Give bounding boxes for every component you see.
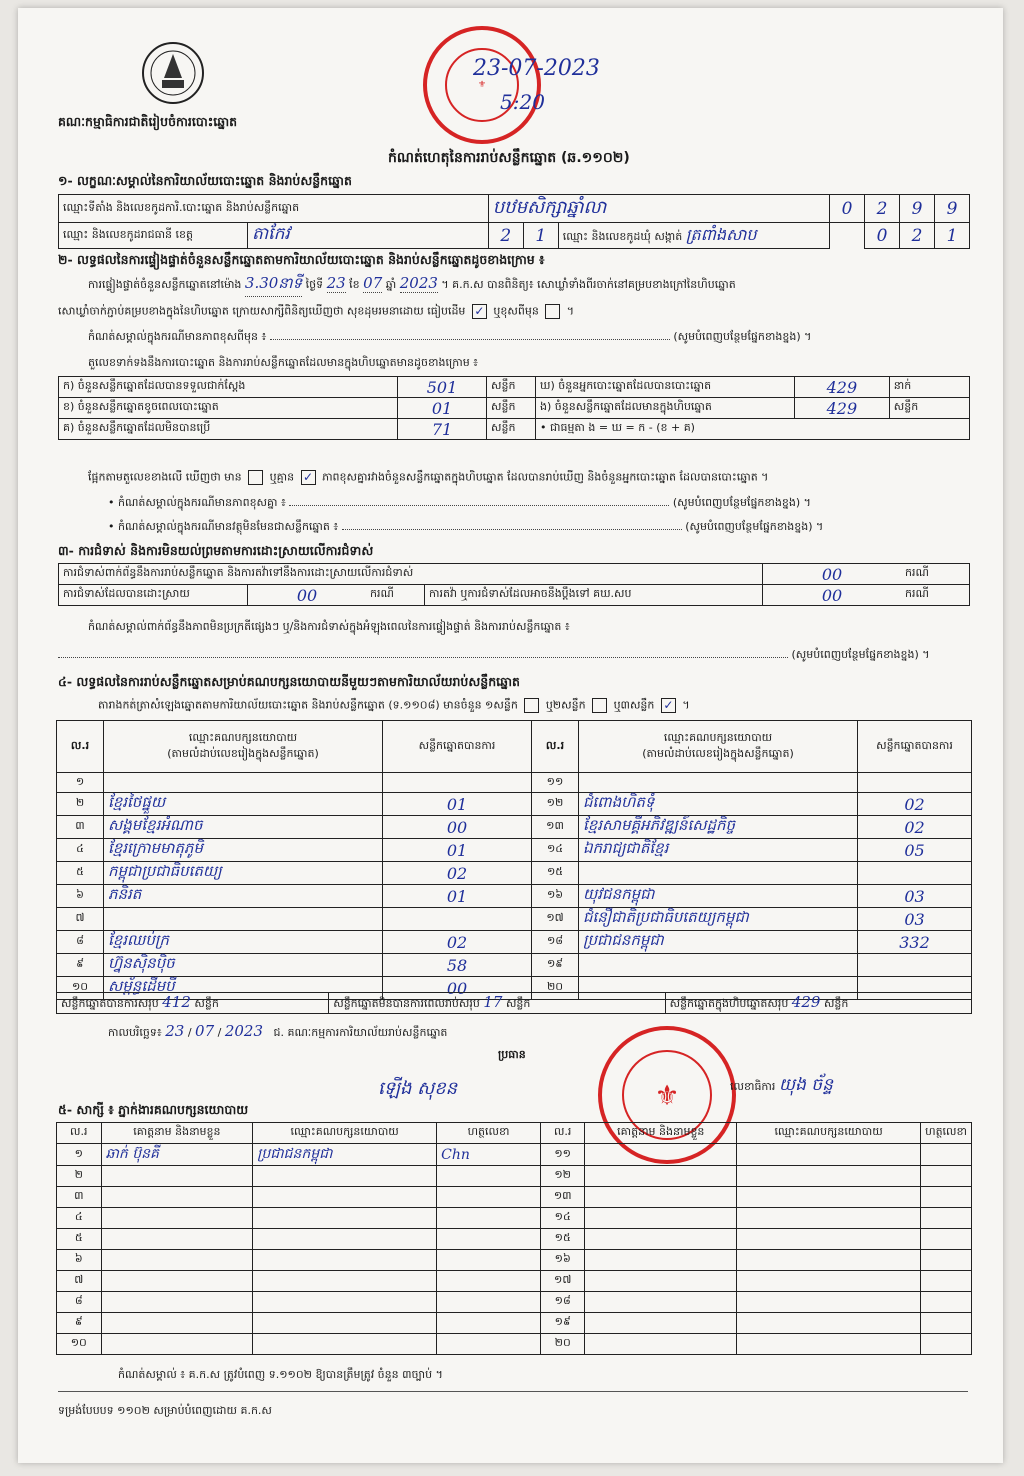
section4-title: ៤- លទ្ធផលនៃការរាប់សន្លឹកឆ្នោតសម្រាប់គណបក្សនយោបាយនីមួយៗតាមការិយាល័យរាប់សន្លឹកឆ្នោត [58, 674, 520, 689]
witness-party [737, 1271, 921, 1292]
party-name: ហ្វ៊ុនស៊ិនប៉ិច [104, 954, 383, 977]
witness-name [101, 1313, 253, 1334]
code-digit: 9 [935, 195, 970, 223]
total-valid-value: 412 [162, 993, 191, 1011]
witness-party [737, 1144, 921, 1166]
counts-intro: តួលេខទាក់ទងនឹងការបោះឆ្នោត និងការរាប់សន្លឹកឆ្នោតដែលមានក្នុងហិបឆ្នោតមានដូចខាងក្រោម ៖ [88, 356, 479, 369]
witness-name [101, 1187, 253, 1208]
spoiled-ballots: 01 [398, 398, 487, 419]
witness-signature [921, 1250, 972, 1271]
witness-signature [921, 1334, 972, 1355]
witness-name [101, 1166, 253, 1187]
witness-row [57, 1292, 972, 1313]
witness-party [737, 1334, 921, 1355]
result-row [57, 931, 972, 954]
results-table: ល.រ ឈ្មោះគណបក្សនយោបាយ (តាមលំដាប់លេខរៀងក្នុងសន្លឹកឆ្នោត) សន្លឹកឆ្នោតបានការ ល.រ ឈ្មោះគណបក្សនយោបាយ (តាមលំដាប់លេខរៀងក្នុងសន្លឹកឆ្នោត) សន្លឹកឆ្នោតបានការ ១ ១១ ២ ខ្មែរថៃផ្នួយ 01 ១២ ជំពោងហិតទុំ 02 ៣ សង្គមខ្មែរអំណាច 00 ១៣ ខ្មែរសាមគ្គីអភិវឌ្ឍន៍សេដ្ឋកិច្ច 02 ៤ ខ្មែរក្រោមមាតុភូមិ 01 ១៤ ឯករាជ្យជាតិខ្មែរ 05 ៥ កម្ពុជាប្រជាធិបតេយ្យ 02 ១៥ ៦ ភនិរត 01 ១៦ យុវជនកម្ពុជា 03 ៧ ១៧ ជំនឿជាតិប្រជាធិបតេយ្យកម្ពុជា 03 ៨ ខ្មែរឈប់ក្រ 02 ១៨ ប្រជាជនកម្ពុជា 332 ៩ ហ្វ៊ុនស៊ិនប៉ិច 58 ១៩ ១០ សម្ព័ន្ធដើមបី 00 ២០ [56, 720, 972, 1000]
party-no: ៤ [57, 839, 104, 862]
verification-year: 2023 [399, 274, 438, 292]
result-row [57, 954, 972, 977]
witness-name [585, 1271, 737, 1292]
date-year: 2023 [224, 1022, 264, 1040]
party-no: ១០ [57, 977, 104, 1000]
footer-text: ទម្រង់បែបបទ ១១០២ សម្រាប់បំពេញដោយ គ.ក.ស [58, 1404, 272, 1417]
formula-note: • ជាធម្មតា ង = ឃ = ក - (ខ + គ) [536, 419, 970, 440]
witness-party [253, 1313, 437, 1334]
result-row [57, 885, 972, 908]
party-no: ២០ [532, 977, 579, 1000]
witness-name [101, 1271, 253, 1292]
party-name: ខ្មែរសាមគ្គីអភិវឌ្ឍន៍សេដ្ឋកិច្ច [579, 816, 858, 839]
seal-check-line: សោឃ្លាំចាក់ភ្ជាប់គម្របខាងក្នុងនៃហិបឆ្នោត ក្រោយសាក្សីពិនិត្យឃើញថា សុខដុមរមនាដោយ ធៀបដើម ✓ ឬខុសពីមុន ។ [58, 304, 575, 318]
party-name: យុវជនកម្ពុជា [579, 885, 858, 908]
verification-month: 07 [363, 274, 383, 292]
witness-signature [921, 1208, 972, 1229]
party-no: ១៦ [532, 885, 579, 908]
witness-signature [921, 1144, 972, 1166]
party-no: ៦ [57, 885, 104, 908]
province-code-digit: 2 [488, 223, 523, 249]
witness-name [101, 1250, 253, 1271]
no-difference-checkbox[interactable]: ✓ [301, 470, 316, 485]
witness-signature [437, 1292, 541, 1313]
witness-party [737, 1229, 921, 1250]
witness-signature [437, 1271, 541, 1292]
witness-signature [921, 1313, 972, 1334]
resolved-count: 00 [248, 585, 367, 606]
result-row [57, 839, 972, 862]
objections-table: ការជំទាស់ពាក់ព័ន្ធនឹងការរាប់សន្លឹកឆ្នោត និងការតវ៉ាទៅនឹងការដោះស្រាយលើការជំទាស់ 00 ករណី ការជំទាស់ដែលបានដោះស្រាយ 00 ករណី ការតវ៉ា ឬការជំទាស់ដែលអាចនឹងប្ដឹងទៅ គឃ.សប 00 ករណី [58, 563, 970, 606]
date-day: 23 [165, 1022, 185, 1040]
three-sheets-checkbox[interactable]: ✓ [661, 698, 676, 713]
witness-no: ១៤ [540, 1208, 585, 1229]
two-sheets-checkbox[interactable] [592, 698, 607, 713]
witness-signature [437, 1250, 541, 1271]
location-value: បឋមសិក្សាឆ្នាំលា [488, 195, 829, 223]
party-no: ៥ [57, 862, 104, 885]
sheets-line: តារាងកត់ត្រាសំឡេងឆ្នោតតាមការិយាល័យបោះឆ្នោត និងរាប់សន្លឹកឆ្នោត (ទ.១១០៨) មានចំនួន ១សន្លឹក ឬ២សន្លឹក ឬ៣សន្លឹក ✓ ។ [98, 698, 690, 712]
witness-name [585, 1187, 737, 1208]
committee-seal: ⚜ [598, 1026, 736, 1164]
witness-no: ៨ [57, 1292, 102, 1313]
witness-name [101, 1229, 253, 1250]
commune-label: ឈ្មោះ និងលេខកូដឃុំ សង្កាត់ ត្រពាំងសាប [558, 223, 829, 249]
has-difference-checkbox[interactable] [248, 470, 263, 485]
witness-name [585, 1166, 737, 1187]
party-name [579, 862, 858, 885]
location-label: ឈ្មោះទីតាំង និងលេខកូដការិ.បោះឆ្នោត និងរាប់សន្លឹកឆ្នោត [59, 195, 489, 223]
party-votes: 03 [858, 885, 972, 908]
witness-signature [437, 1187, 541, 1208]
witness-party [737, 1313, 921, 1334]
party-no: ៨ [57, 931, 104, 954]
party-votes [858, 954, 972, 977]
counts-row: ខ) ចំនួនសន្លឹកឆ្នោតខូចពេលបោះឆ្នោត 01 សន្លឹក ង) ចំនួនសន្លឹកឆ្នោតដែលមានក្នុងហិបឆ្នោត 429 សន្លឹក [59, 398, 970, 419]
irregularity-fill: (សូមបំពេញបន្ថែមផ្នែកខាងខ្នង) ។ [58, 648, 978, 664]
witness-no: ២០ [540, 1334, 585, 1355]
province-label: ឈ្មោះ និងលេខកូដរាជធានី ខេត្ត [59, 223, 248, 249]
party-no: ១១ [532, 773, 579, 793]
party-no: ៩ [57, 954, 104, 977]
party-votes [383, 773, 532, 793]
party-votes: 332 [858, 931, 972, 954]
witness-no: ១៣ [540, 1187, 585, 1208]
party-name: សម្ព័ន្ធដើមបី [104, 977, 383, 1000]
party-votes: 01 [383, 793, 532, 816]
form-page [18, 8, 1003, 1463]
witness-row [57, 1208, 972, 1229]
party-no: ១៩ [532, 954, 579, 977]
party-no: ២ [57, 793, 104, 816]
witness-signature [437, 1208, 541, 1229]
witness-name: ឆាក់ ប៊ុនគី [101, 1144, 253, 1166]
counts-table [58, 376, 970, 440]
party-name: ជំពោងហិតទុំ [579, 793, 858, 816]
code-digit: 2 [865, 195, 900, 223]
party-name: ឯករាជ្យជាតិខ្មែរ [579, 839, 858, 862]
party-name [104, 773, 383, 793]
witness-signature: Chn [437, 1144, 541, 1166]
code-digit: 0 [830, 195, 865, 223]
witness-no: ១០ [57, 1334, 102, 1355]
date-month: 07 [195, 1022, 215, 1040]
section5-title: ៥- សាក្សី ៖ ភ្នាក់ងារគណបក្សនយោបាយ [58, 1102, 249, 1117]
ballots-in-box: 429 [795, 398, 890, 419]
party-votes: 02 [383, 931, 532, 954]
party-name: ជំនឿជាតិប្រជាធិបតេយ្យកម្ពុជា [579, 908, 858, 931]
party-votes: 02 [858, 793, 972, 816]
party-votes: 02 [858, 816, 972, 839]
witness-name [101, 1292, 253, 1313]
commune-code-digit: 0 [865, 223, 900, 249]
party-no: ១២ [532, 793, 579, 816]
secretary-signature: យុង ច័ន្ទ [778, 1075, 833, 1095]
witness-signature [921, 1271, 972, 1292]
stamp-date: 23-07-2023 [473, 56, 600, 81]
bullet-difference: • កំណត់សម្គាល់ក្នុងករណីមានភាពខុសគ្នា ៖ (សូមបំពេញបន្ថែមផ្នែកខាងខ្នង) ។ [108, 496, 811, 509]
witness-row [57, 1187, 972, 1208]
party-votes [858, 862, 972, 885]
commune-code-digit: 2 [900, 223, 935, 249]
witness-party [253, 1292, 437, 1313]
party-votes: 00 [383, 977, 532, 1000]
result-row [57, 908, 972, 931]
party-name: ខ្មែរឈប់ក្រ [104, 931, 383, 954]
witness-no: ១២ [540, 1166, 585, 1187]
party-votes: 02 [383, 862, 532, 885]
party-no: ១៧ [532, 908, 579, 931]
witness-signature [921, 1292, 972, 1313]
witness-party [253, 1271, 437, 1292]
witness-signature [437, 1334, 541, 1355]
difference-check-line: ផ្អែកតាមតួលេខខាងលើ ឃើញថា មាន ឬគ្មាន ✓ ភាពខុសគ្នារវាងចំនួនសន្លឹកឆ្នោតក្នុងហិបឆ្នោត ដែលបានរាប់ឃើញ និងចំនួនអ្នកបោះឆ្នោត ដែលបានបោះឆ្នោត ។ [88, 470, 769, 484]
date-line: កាលបរិច្ឆេទ៖ 23 / 07 / 2023 ជ. គណៈកម្មការការិយាល័យរាប់សន្លឹកឆ្នោត [108, 1022, 448, 1040]
party-votes: 05 [858, 839, 972, 862]
witness-no: ៦ [57, 1250, 102, 1271]
party-name [579, 773, 858, 793]
party-name: ប្រជាជនកម្ពុជា [579, 931, 858, 954]
witness-party [253, 1250, 437, 1271]
party-name: ភនិរត [104, 885, 383, 908]
form-title: កំណត់ហេតុនៃការរាប់សន្លឹកឆ្នោត (ឆ.១១០២) [388, 150, 630, 166]
results-body [57, 773, 972, 1000]
top-official-seal: ⚜ [423, 26, 541, 144]
witness-no: ១១ [540, 1144, 585, 1166]
witness-party [253, 1187, 437, 1208]
party-no: ១៨ [532, 931, 579, 954]
bullet-foreign-objects: • កំណត់សម្គាល់ក្នុងករណីមានវត្ថុមិនមែនជាសន្លឹកឆ្នោត ៖ (សូមបំពេញបន្ថែមផ្នែកខាងខ្នង) ។ [108, 520, 824, 533]
witness-name [585, 1334, 737, 1355]
witness-no: ១៥ [540, 1229, 585, 1250]
witness-name [585, 1229, 737, 1250]
witness-row [57, 1229, 972, 1250]
province-value: តាកែវ [248, 223, 489, 249]
witness-no: ១ [57, 1144, 102, 1166]
party-no: ១ [57, 773, 104, 793]
section2-title: ២- លទ្ធផលនៃការផ្ទៀងផ្ទាត់ចំនួនសន្លឹកឆ្នោតតាមការិយាល័យបោះឆ្នោត និងរាប់សន្លឹកឆ្នោតដូចខាងក្រោម ៖ [58, 252, 545, 267]
footnote: កំណត់សម្គាល់ ៖ គ.ក.ស ត្រូវបំពេញ ទ.១១០២ ឱ្យបានត្រឹមត្រូវ ចំនួន ៣ច្បាប់ ។ [118, 1368, 443, 1381]
witness-no: ៥ [57, 1229, 102, 1250]
code-digit: 9 [900, 195, 935, 223]
witness-signature [921, 1187, 972, 1208]
witness-party [253, 1229, 437, 1250]
witness-no: ១៩ [540, 1313, 585, 1334]
witness-party [737, 1250, 921, 1271]
party-name: ខ្មែរថៃផ្នួយ [104, 793, 383, 816]
party-name: សង្គមខ្មែរអំណាច [104, 816, 383, 839]
different-checkbox[interactable] [545, 304, 560, 319]
witness-row [57, 1334, 972, 1355]
result-row [57, 793, 972, 816]
witness-row [57, 1271, 972, 1292]
party-no: ១៤ [532, 839, 579, 862]
witness-signature [921, 1166, 972, 1187]
section1-table [58, 194, 970, 249]
result-row [57, 773, 972, 793]
witness-signature [921, 1229, 972, 1250]
witness-party [737, 1187, 921, 1208]
witness-name [101, 1334, 253, 1355]
party-no: ៧ [57, 908, 104, 931]
party-name: ខ្មែរក្រោមមាតុភូមិ [104, 839, 383, 862]
witness-no: ១៧ [540, 1271, 585, 1292]
party-votes: 58 [383, 954, 532, 977]
nec-emblem [138, 38, 208, 108]
witness-row [57, 1166, 972, 1187]
witness-no: ៧ [57, 1271, 102, 1292]
witness-party [253, 1166, 437, 1187]
party-votes [383, 908, 532, 931]
witness-no: ៣ [57, 1187, 102, 1208]
witness-name [585, 1208, 737, 1229]
witness-signature [437, 1229, 541, 1250]
received-ballots: 501 [398, 377, 487, 398]
total-valid: សន្លឹកឆ្នោតបានការសរុប 412 សន្លឹក [57, 993, 329, 1014]
org-name: គណៈកម្មាធិការជាតិរៀបចំការបោះឆ្នោត [58, 114, 238, 129]
footer-rule [58, 1391, 968, 1392]
party-votes: 03 [858, 908, 972, 931]
party-votes: 01 [383, 885, 532, 908]
result-row [57, 816, 972, 839]
commune-value: ត្រពាំងសាប [685, 224, 757, 244]
witness-name [585, 1144, 737, 1166]
secretary-line: លេខាធិការ យុង ច័ន្ទ [730, 1075, 833, 1095]
section1-title: ១- លក្ខណៈសម្គាល់នៃការិយាល័យបោះឆ្នោត និងរាប់សន្លឹកឆ្នោត [58, 173, 352, 188]
witness-name [101, 1208, 253, 1229]
witness-signature [437, 1313, 541, 1334]
witness-signature [437, 1166, 541, 1187]
party-votes: 01 [383, 839, 532, 862]
party-votes [858, 773, 972, 793]
total-in-box-value: 429 [791, 993, 821, 1011]
section3-title: ៣- ការជំទាស់ និងការមិនយល់ព្រមតាមការដោះស្រាយលើការជំទាស់ [58, 543, 374, 558]
chair-label: ប្រធាន [498, 1048, 526, 1061]
witness-party: ប្រជាជនកម្ពុជា [253, 1144, 437, 1166]
appeal-count: 00 [763, 585, 902, 606]
witness-no: ២ [57, 1166, 102, 1187]
same-checkbox[interactable]: ✓ [472, 304, 487, 319]
witness-no: ៩ [57, 1313, 102, 1334]
unused-ballots: 71 [398, 419, 487, 440]
one-sheet-checkbox[interactable] [524, 698, 539, 713]
witness-row [57, 1250, 972, 1271]
witness-party [253, 1334, 437, 1355]
counts-row: គ) ចំនួនសន្លឹកឆ្នោតដែលមិនបានប្រើ 71 សន្លឹក • ជាធម្មតា ង = ឃ = ក - (ខ + គ) [59, 419, 970, 440]
difference-note: កំណត់សម្គាល់ក្នុងករណីមានភាពខុសពីមុន ៖ (សូមបំពេញបន្ថែមផ្នែកខាងខ្នង) ។ [88, 330, 812, 343]
witness-name [585, 1250, 737, 1271]
witness-row [57, 1144, 972, 1166]
witness-row [57, 1313, 972, 1334]
party-votes: 00 [383, 816, 532, 839]
voters-count: 429 [795, 377, 890, 398]
witness-name [585, 1292, 737, 1313]
commune-code-digit: 1 [935, 223, 970, 249]
verification-line: ការផ្ទៀងផ្ទាត់ចំនួនសន្លឹកឆ្នោតនៅម៉ោង 3.30នាទី ថ្ងៃទី 23 ខែ 07 ឆ្នាំ 2023 ។ គ.ក.ស បានពិនិត្យ៖ សោឃ្លាំទាំងពីរចាក់នៅគម្របខាងក្រៅនៃហិបឆ្នោត [88, 274, 978, 297]
party-name [104, 908, 383, 931]
total-invalid-value: 17 [483, 993, 503, 1011]
witness-name [585, 1313, 737, 1334]
stamp-time: 5:20 [500, 90, 545, 114]
witness-table: ល.រ គោត្តនាម និងនាមខ្លួន ឈ្មោះគណបក្សនយោបាយ ហត្ថលេខា ល.រ គោត្តនាម និងនាមខ្លួន ឈ្មោះគណបក្សនយោបាយ ហត្ថលេខា ១ ឆាក់ ប៊ុនគី ប្រជាជនកម្ពុជា Chn ១១ ២ ១២ ៣ ១៣ ៤ ១៤ ៥ ១៥ ៦ ១៦ ៧ ១៧ ៨ ១៨ ៩ ១៩ ១០ ២០ [56, 1122, 972, 1355]
witness-party [737, 1166, 921, 1187]
province-code-digit: 1 [523, 223, 558, 249]
total-in-box: សន្លឹកឆ្នោតក្នុងហិបឆ្នោតសរុប 429 សន្លឹក [665, 993, 971, 1014]
party-no: ១៣ [532, 816, 579, 839]
party-name: កម្ពុជាប្រជាធិបតេយ្យ [104, 862, 383, 885]
party-no: ៣ [57, 816, 104, 839]
witness-no: ១៦ [540, 1250, 585, 1271]
witness-no: ៤ [57, 1208, 102, 1229]
witness-no: ១៨ [540, 1292, 585, 1313]
totals-table [56, 992, 972, 1014]
witness-party [737, 1292, 921, 1313]
result-row [57, 862, 972, 885]
chair-signature: ឡើង សុខន [378, 1078, 458, 1099]
party-name [579, 954, 858, 977]
witness-party [737, 1208, 921, 1229]
verification-time: 3.30នាទី [245, 274, 302, 297]
witness-body [57, 1144, 972, 1355]
objections-count: 00 [763, 564, 902, 585]
witness-party [253, 1208, 437, 1229]
irregularity-note: កំណត់សម្គាល់ពាក់ព័ន្ធនឹងភាពមិនប្រក្រតីផ្សេងៗ ឬ/និងការជំទាស់ក្នុងអំឡុងពេលនៃការផ្ទៀងផ្ទាត់ និងការរាប់សន្លឹកឆ្នោត ៖ [88, 620, 570, 633]
verification-day: 23 [326, 274, 346, 292]
counts-row: ក) ចំនួនសន្លឹកឆ្នោតដែលបានទទួលជាក់ស្តែង 501 សន្លឹក ឃ) ចំនួនអ្នកបោះឆ្នោតដែលបានបោះឆ្នោត 429 នាក់ [59, 377, 970, 398]
party-no: ១៥ [532, 862, 579, 885]
total-invalid: សន្លឹកឆ្នោតមិនបានការពេលរាប់សរុប 17 សន្លឹក [329, 993, 665, 1014]
